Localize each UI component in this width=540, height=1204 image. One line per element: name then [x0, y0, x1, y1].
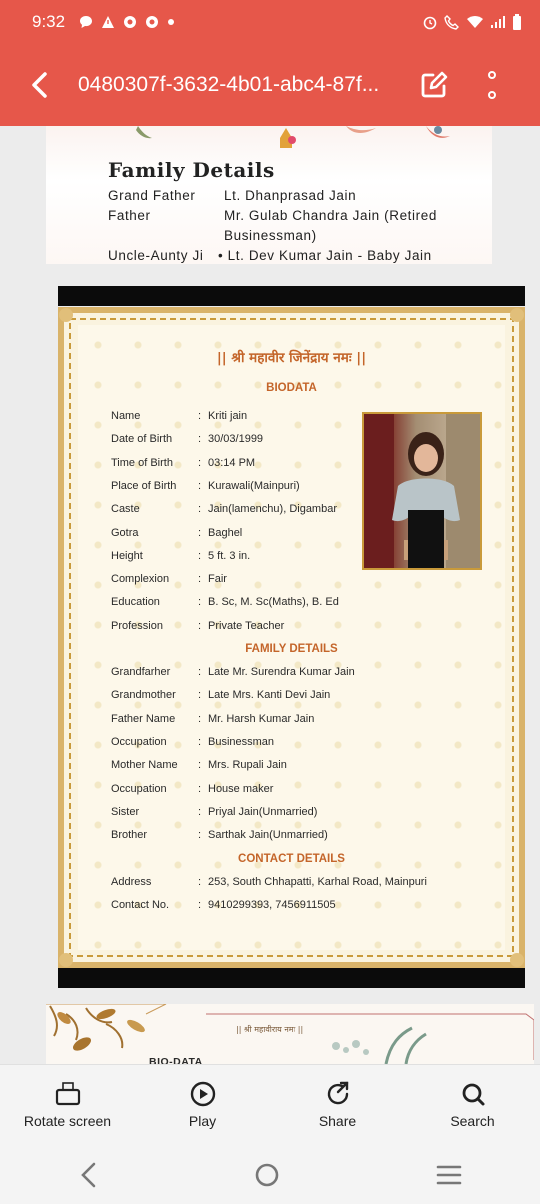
status-time: 9:32 [32, 12, 66, 31]
biodata-label: Profession [111, 619, 163, 632]
biodata-label: Occupation [111, 735, 167, 748]
biodata-colon: : [198, 456, 202, 469]
signal-icon [490, 15, 506, 29]
biodata-colon: : [198, 549, 202, 562]
family-value: Lt. Dhanprasad Jain [224, 188, 357, 203]
document-page-biodata-2 [46, 1004, 534, 1064]
play-icon [190, 1081, 216, 1107]
biodata-row [111, 550, 511, 566]
contact-details-heading: CONTACT DETAILS [238, 853, 345, 865]
biodata-row [111, 620, 511, 636]
more-dot-icon [488, 91, 496, 99]
biodata-mantra: || श्री महावीर जिनेंद्राय नमः || [216, 350, 367, 366]
biodata-label: Date of Birth [111, 433, 173, 446]
biodata-label: Place of Birth [111, 479, 177, 492]
biodata-value: 30/03/1999 [208, 433, 264, 446]
battery-icon [512, 14, 522, 30]
warning-icon [101, 15, 115, 29]
biodata-row [111, 457, 511, 473]
biodata-row [111, 527, 511, 543]
search-label: Search [450, 1113, 495, 1129]
biodata-value: 5 ft. 3 in. [208, 549, 251, 562]
floral-decoration [46, 126, 492, 152]
home-icon[interactable] [254, 1162, 280, 1188]
biodata-value: Late Mr. Surendra Kumar Jain [208, 666, 355, 678]
rotate-screen-button[interactable] [0, 1065, 135, 1146]
biodata-label: Mother Name [111, 759, 178, 772]
biodata-colon: : [198, 596, 202, 609]
biodata-value: Priyal Jain(Unmarried) [208, 805, 318, 818]
biodata-row [111, 410, 511, 426]
wifi-icon [466, 15, 484, 29]
biodata-value: Kriti jain [208, 410, 248, 422]
biodata-value: Mr. Harsh Kumar Jain [208, 712, 315, 725]
biodata-row [111, 829, 511, 845]
page3-heading: BIO-DATA [149, 1056, 203, 1064]
biodata-label: Occupation [111, 782, 167, 795]
biodata-colon: : [198, 433, 202, 446]
biodata-label: Address [111, 876, 152, 888]
biodata-colon: : [198, 712, 202, 725]
biodata-label: Education [111, 596, 160, 609]
biodata-value: House maker [208, 782, 274, 795]
recents-icon[interactable] [436, 1162, 462, 1188]
biodata-label: Complexion [111, 573, 170, 586]
biodata-value: Sarthak Jain(Unmarried) [208, 829, 328, 842]
wifi-call-icon [444, 14, 460, 30]
biodata-colon: : [198, 899, 202, 912]
biodata-row [111, 759, 511, 775]
search-button[interactable] [405, 1065, 540, 1146]
biodata-colon: : [198, 759, 202, 772]
biodata-colon: : [198, 503, 202, 516]
chat-icon [79, 15, 93, 29]
biodata-colon: : [198, 479, 202, 492]
biodata-row [111, 783, 511, 799]
system-icons [422, 14, 522, 30]
biodata-colon: : [198, 619, 202, 632]
biodata-colon: : [198, 410, 202, 422]
biodata-colon: : [198, 666, 202, 678]
family-label: Grand Father [108, 188, 196, 203]
biodata-value: Kurawali(Mainpuri) [208, 479, 300, 492]
back-button[interactable] [0, 72, 78, 98]
page-separator [58, 968, 525, 988]
biodata-label: Brother [111, 829, 148, 842]
family-details-heading: Family Details [108, 158, 275, 182]
more-dot-icon [488, 71, 496, 79]
document-viewer[interactable] [0, 126, 540, 1064]
edit-button[interactable] [420, 71, 448, 99]
rotate-screen-label: Rotate screen [23, 1113, 112, 1129]
alarm-icon [422, 14, 438, 30]
status-bar [0, 0, 540, 44]
biodata-row [111, 713, 511, 729]
biodata-colon: : [198, 526, 202, 539]
biodata-row [111, 666, 511, 682]
document-page-biodata [58, 307, 525, 968]
biodata-colon: : [198, 689, 202, 702]
biodata-label: Name [111, 410, 141, 422]
biodata-row [111, 899, 511, 915]
share-label: Share [318, 1113, 357, 1129]
notification-icons [79, 15, 175, 29]
biodata-value: B. Sc, M. Sc(Maths), B. Ed [208, 596, 339, 609]
biodata-value: 253, South Chhapatti, Karhal Road, Mainpuri [208, 876, 427, 888]
search-icon [460, 1081, 486, 1107]
biodata-row [111, 573, 511, 589]
biodata-colon: : [198, 829, 202, 842]
biodata-label: Time of Birth [111, 456, 173, 469]
biodata-heading: BIODATA [266, 382, 317, 394]
biodata-row [111, 689, 511, 705]
biodata-row [111, 736, 511, 752]
back-icon[interactable] [78, 1162, 98, 1188]
biodata-value: 03:14 PM [208, 456, 256, 469]
system-nav-bar [0, 1146, 540, 1204]
more-options-button[interactable] [486, 71, 498, 99]
biodata-label: Caste [111, 503, 140, 516]
biodata-colon: : [198, 876, 202, 888]
family-label: Uncle-Aunty Ji [108, 248, 204, 263]
chrome-icon [123, 15, 137, 29]
document-page-family-details [46, 126, 492, 264]
biodata-value: Fair [208, 573, 227, 586]
biodata-colon: : [198, 573, 202, 586]
rotate-screen-icon [55, 1081, 81, 1107]
biodata-colon: : [198, 805, 202, 818]
bottom-action-bar [0, 1064, 540, 1146]
biodata-label: Gotra [111, 526, 139, 539]
chrome-icon [145, 15, 159, 29]
biodata-value: Private Teacher [208, 619, 285, 632]
biodata-colon: : [198, 735, 202, 748]
page-separator [58, 286, 525, 306]
document-title: 0480307f-3632-4b01-abc4-87f... [78, 73, 380, 96]
biodata-value: Baghel [208, 526, 243, 539]
biodata-colon: : [198, 782, 202, 795]
biodata-value: Businessman [208, 735, 275, 748]
play-button[interactable] [135, 1065, 270, 1146]
biodata-row [111, 503, 511, 519]
biodata-label: Sister [111, 805, 140, 818]
share-icon [325, 1081, 351, 1107]
play-label: Play [188, 1113, 217, 1129]
page3-mantra: || श्री महावीराय नमः || [236, 1025, 304, 1034]
biodata-label: Father Name [111, 712, 176, 725]
biodata-label: Grandfarher [111, 666, 171, 678]
biodata-value: Mrs. Rupali Jain [208, 759, 287, 772]
biodata-row [111, 480, 511, 496]
biodata-label: Contact No. [111, 899, 170, 912]
app-bar [0, 44, 540, 126]
dot-icon [167, 18, 175, 26]
biodata-row [111, 596, 511, 612]
biodata-row [111, 876, 511, 892]
back-arrow-icon [30, 72, 48, 98]
family-value: • Lt. Dev Kumar Jain - Baby Jain [218, 248, 432, 263]
biodata-row [111, 806, 511, 822]
family-details-heading: FAMILY DETAILS [245, 643, 338, 655]
biodata-label: Grandmother [111, 689, 176, 702]
biodata-row [111, 433, 511, 449]
biodata-value: 9410299393, 7456911505 [208, 899, 336, 912]
biodata-label: Height [111, 549, 143, 562]
family-value: Mr. Gulab Chandra Jain (Retired Businessman) [224, 208, 437, 243]
share-button[interactable] [270, 1065, 405, 1146]
biodata-value: Late Mrs. Kanti Devi Jain [208, 689, 331, 702]
family-label: Father [108, 208, 151, 223]
biodata-value: Jain(lamenchu), Digambar [208, 503, 337, 516]
